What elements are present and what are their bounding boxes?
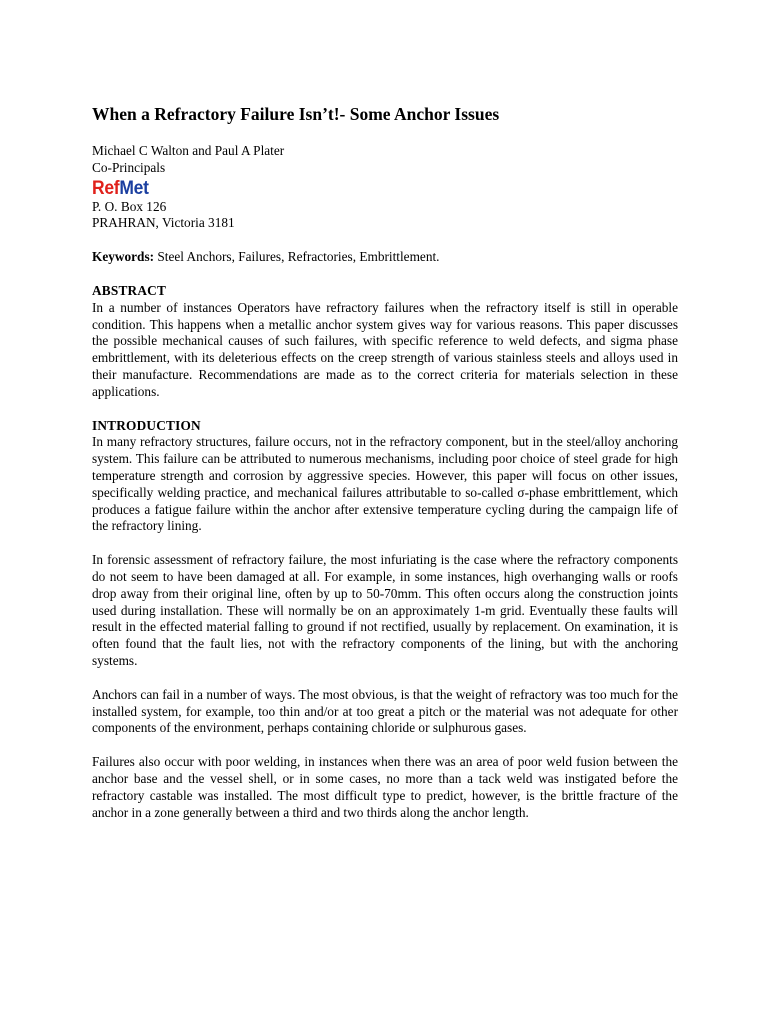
address-line-1: P. O. Box 126 [92,198,167,214]
logo-ref-text: Ref [92,177,120,199]
document-page [92,103,678,821]
logo-met-text: Met [119,177,149,199]
keywords-label: Keywords: [92,249,155,265]
intro-paragraph-2: In forensic assessment of refractory failure, the most infuriating is the case where the refractory components do not seem to have been damaged at all. For example, in some instances, high overhanging walls or roofs drop away from their original line, often by up to 50-70mm. This often occurs along the construction joints used during installation. These will normally be on an approximately 1-m grid. Eventually these faults will result in the effected material falling to ground if not rectified, usually by replacement. On examination, it is often found that the fault lies, not with the refractory components of the lining, but with the anchoring systems. [92,552,678,668]
author-role: Co-Principals [92,159,166,175]
keywords-text: Steel Anchors, Failures, Refractories, Embrittlement. [154,249,440,265]
intro-paragraph-4: Failures also occur with poor welding, in instances when there was an area of poor weld fusion between the anchor base and the vessel shell, or in some cases, no more than a tack weld was instigated before the refractory castable was installed. The most difficult type to predict, however, is the brittle fracture of the anchor in a zone generally between a third and two thirds along the anchor length. [92,754,678,820]
keywords [92,249,678,266]
introduction-heading: INTRODUCTION [92,417,201,433]
abstract-heading: ABSTRACT [92,282,167,298]
refmet-logo [92,179,631,199]
abstract-text: In a number of instances Operators have refractory failures when the refractory itself is still in operable condition. This happens when a metallic anchor system gives way for various reasons. This paper discusses the possible mechanical causes of such failures, with specific reference to weld defects, and sigma phase embrittlement, with its deleterious effects on the creep strength of various stainless steels and alloys used in their manufacture. Recommendations are made as to the correct criteria for materials selection in these applications. [92,299,678,399]
address-line-2: PRAHRAN, Victoria 3181 [92,215,235,231]
paper-title: When a Refractory Failure Isn’t!- Some Anchor Issues [92,104,500,124]
intro-paragraph-1: In many refractory structures, failure occurs, not in the refractory component, but in the steel/alloy anchoring system. This failure can be attributed to numerous mechanisms, including poor choice of steel grade for high temperature strength and corrosion by aggressive species. However, this paper will focus on other issues, specifically welding practice, and mechanical failures attributable to so-called σ-phase embrittlement, which produces a fatigue failure within the anchor after extensive temperature cycling during the campaign life of the refractory lining. [92,434,678,534]
authors: Michael C Walton and Paul A Plater [92,143,285,158]
intro-paragraph-3: Anchors can fail in a number of ways. The most obvious, is that the weight of refractory was too much for the installed system, for example, too thin and/or at too great a pitch or the material was not adequate for other components of the environment, perhaps containing chloride or sulphurous gases. [92,686,678,736]
